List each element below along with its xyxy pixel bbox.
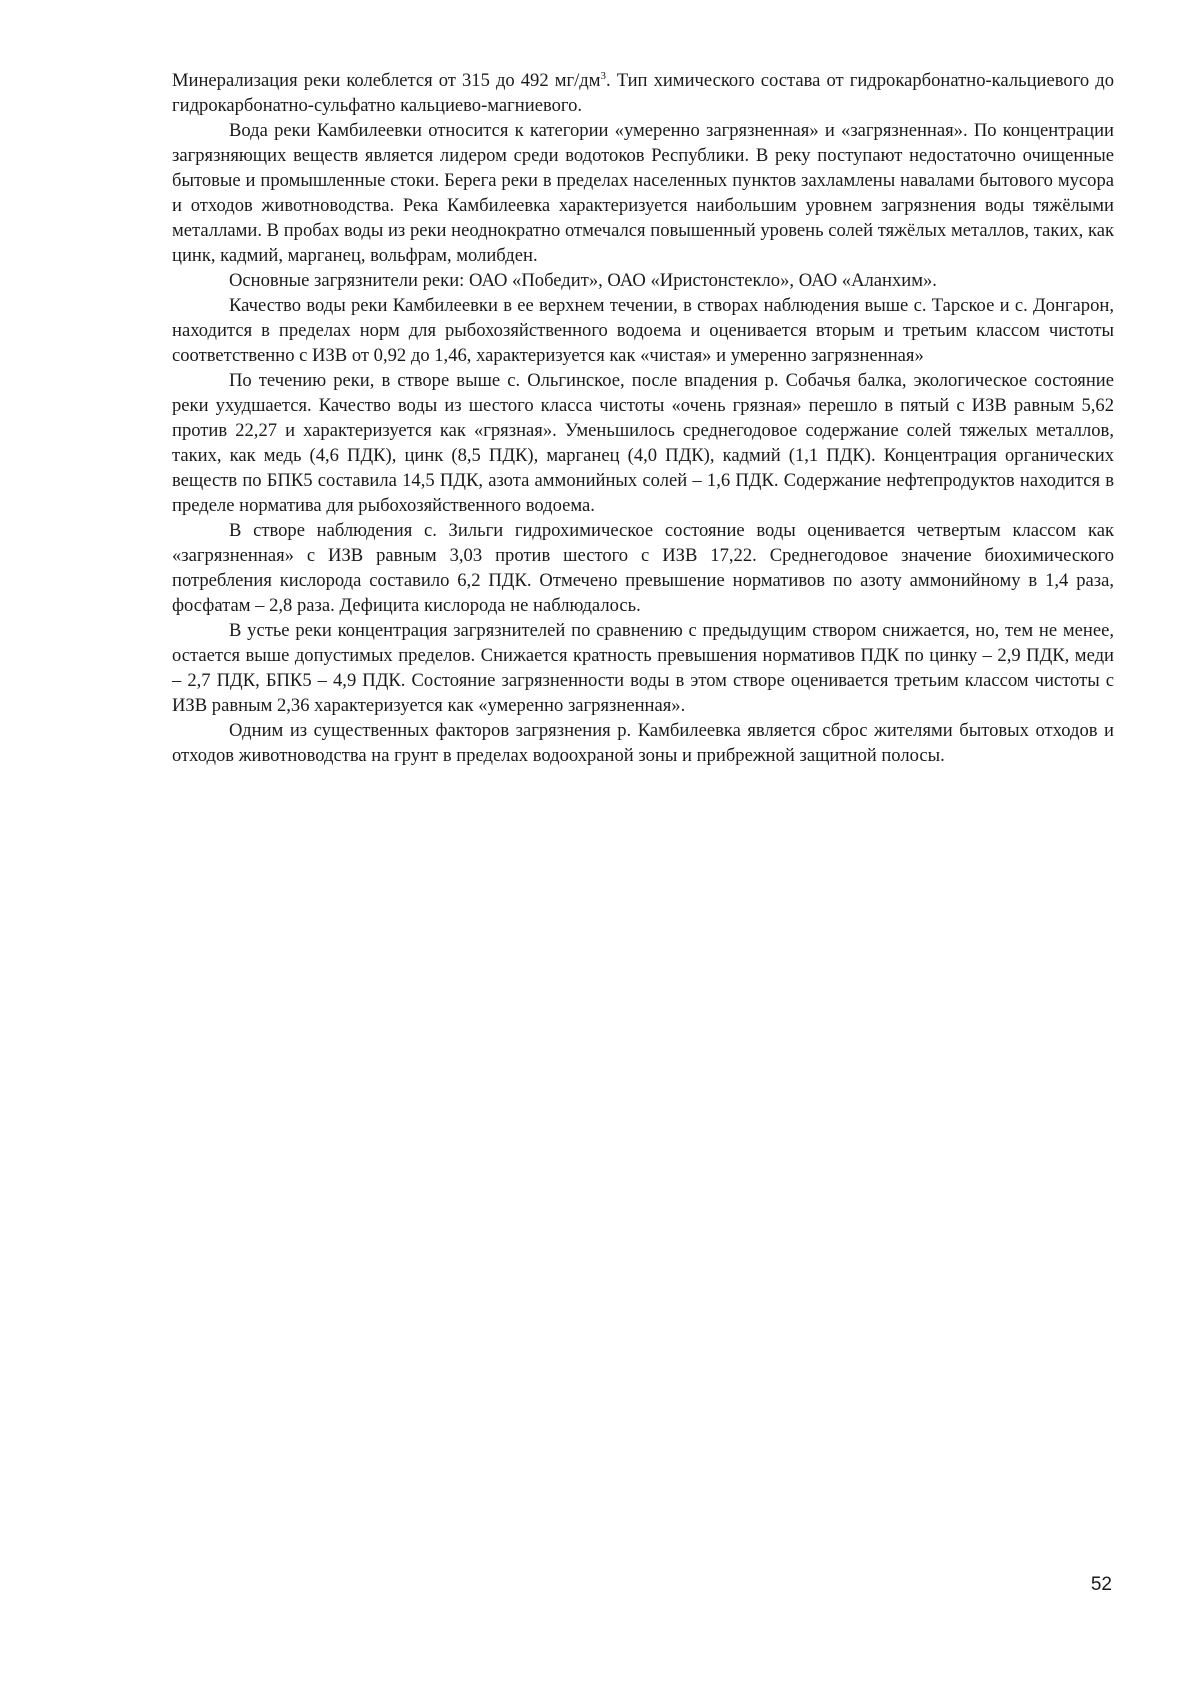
paragraph-zilgi: В створе наблюдения с. Зильги гидрохимическое состояние воды оценивается четвертым классом как «загрязненная» с ИЗВ равным 3,03 против шестого с ИЗВ 17,22. Среднегодовое значение биохимического потребления кислорода составило 6,2 ПДК. Отмечено превышение нормативов по азоту аммонийному в 1,4 раза, фосфатам – 2,8 раза. Дефицита кислорода не наблюдалось. — [172, 520, 1114, 616]
paragraph-factors: Одним из существенных факторов загрязнения р. Камбилеевка является сброс жителями бытовых отходов и отходов животноводства на грунт в пределах водоохраной зоны и прибрежной защитной полосы. — [172, 720, 1114, 766]
paragraph-mineralization — [172, 68, 1114, 118]
superscript: 3 — [600, 69, 606, 82]
body-text — [172, 68, 1114, 768]
paragraph-category: Вода реки Камбилеевки относится к категории «умеренно загрязненная» и «загрязненная». По концентрации загрязняющих веществ является лидером среди водотоков Республики. В реку поступают недостаточно очищенные бытовые и промышленные стоки. Берега реки в пределах населенных пунктов захламлены навалами бытового мусора и отходов животноводства. Река Камбилеевка характеризуется наибольшим уровнем загрязнения воды тяжёлыми металлами. В пробах воды из реки неоднократно отмечался повышенный уровень солей тяжёлых металлов, таких, как цинк, кадмий, марганец, вольфрам, молибден. — [172, 120, 1114, 266]
paragraph-mouth: В устье реки концентрация загрязнителей по сравнению с предыдущим створом снижается, но, тем не менее, остается выше допустимых пределов. Снижается кратность превышения нормативов ПДК по цинку – 2,9 ПДК, меди – 2,7 ПДК, БПК5 – 4,9 ПДК. Состояние загрязненности воды в этом створе оценивается третьим классом чистоты с ИЗВ равным 2,36 характеризуется как «умеренно загрязненная». — [172, 620, 1114, 716]
paragraph-polluters: Основные загрязнители реки: ОАО «Победит», ОАО «Иристонстекло», ОАО «Аланхим». — [229, 270, 937, 291]
paragraph-upper-course: Качество воды реки Камбилеевки в ее верхнем течении, в створах наблюдения выше с. Тарское и с. Донгарон, находится в пределах норм для рыбохозяйственного водоема и оценивается вторым и третьим классом чистоты соответственно с ИЗВ от 0,92 до 1,46, характеризуется как «чистая» и умеренно загрязненная» — [172, 295, 1114, 366]
paragraph-text: Минерализация реки колеблется от 315 до 492 мг/дм — [172, 70, 601, 91]
paragraph-olginskoe: По течению реки, в створе выше с. Ольгинское, после впадения р. Собачья балка, экологическое состояние реки ухудшается. Качество воды из шестого класса чистоты «очень грязная» перешло в пятый с ИЗВ равным 5,62 против 22,27 и характеризуется как «грязная». Уменьшилось среднегодовое содержание солей тяжелых металлов, таких, как медь (4,6 ПДК), цинк (8,5 ПДК), марганец (4,0 ПДК), кадмий (1,1 ПДК). Концентрация органических веществ по БПК5 составила 14,5 ПДК, азота аммонийных солей – 1,6 ПДК. Содержание нефтепродуктов находится в пределе норматива для рыбохозяйственного водоема. — [172, 370, 1114, 516]
page-number: 52 — [1090, 1574, 1112, 1595]
paragraph-text: . Тип химического состава от гидрокарбонатно-кальциевого до гидрокарбонатно-сульфатно кальциево-магниевого. — [172, 70, 1114, 116]
